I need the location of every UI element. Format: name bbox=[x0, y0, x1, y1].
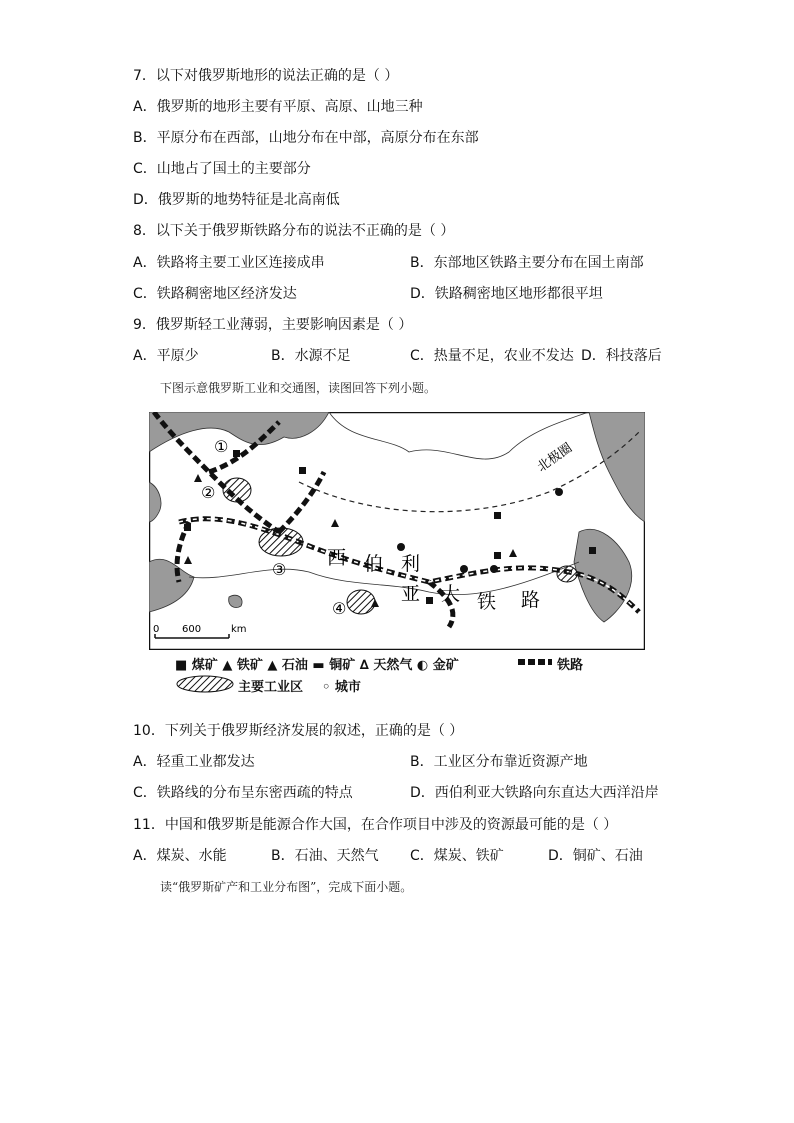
q8-option-a: A．铁路将主要工业区连接成串 bbox=[133, 255, 325, 271]
q11-option-d: D．铜矿、石油 bbox=[548, 848, 643, 864]
q11-option-c: C．煤炭、铁矿 bbox=[410, 848, 504, 864]
q10-stem: 10．下列关于俄罗斯经济发展的叙述，正确的是（ ） bbox=[133, 723, 464, 739]
map-legend-line1: ■ 煤矿 ▲ 铁矿 ▲ 石油 ▬ 铜矿 ∆ 天然气 ◐ 金矿 bbox=[175, 658, 459, 673]
q9-option-a: A．平原少 bbox=[133, 348, 199, 364]
scale-zero: 0 bbox=[153, 624, 160, 635]
legend-city: ◦ 城市 bbox=[322, 680, 361, 695]
railway-name-char-5: 大 bbox=[441, 583, 461, 605]
railway-name-char-7: 路 bbox=[521, 589, 541, 611]
arctic-circle-label: 北极圈 bbox=[534, 440, 576, 476]
q7-stem: 7．以下对俄罗斯地形的说法正确的是（ ） bbox=[133, 68, 399, 84]
railway-name-char-6: 铁 bbox=[477, 591, 497, 613]
q11-option-a: A．煤炭、水能 bbox=[133, 848, 227, 864]
q11-option-b: B．石油、天然气 bbox=[271, 848, 379, 864]
map-label-3: ③ bbox=[272, 560, 287, 579]
q10-option-d: D．西伯利亚大铁路向东直达大西洋沿岸 bbox=[410, 785, 659, 801]
q10-option-a: A．轻重工业都发达 bbox=[133, 754, 255, 770]
legend-railway: 铁路 bbox=[557, 658, 584, 673]
scale-unit: km bbox=[231, 624, 247, 635]
q9-stem: 9．俄罗斯轻工业薄弱，主要影响因素是（ ） bbox=[133, 317, 413, 333]
q9-option-d: D．科技落后 bbox=[581, 348, 662, 364]
russia-industry-transport-map bbox=[149, 412, 645, 650]
map-label-1: ① bbox=[214, 437, 229, 456]
map-label-2: ② bbox=[201, 483, 216, 502]
railway-name-char-1: 西 bbox=[327, 547, 347, 569]
q11-stem: 11．中国和俄罗斯是能源合作大国，在合作项目中涉及的资源最可能的是（ ） bbox=[133, 817, 618, 833]
map-label-4: ④ bbox=[332, 599, 347, 618]
q9-option-c: C．热量不足，农业不发达 bbox=[410, 348, 574, 364]
scale-600: 600 bbox=[182, 624, 202, 635]
map-caption-2: 读“俄罗斯矿产和工业分布图”，完成下面小题。 bbox=[160, 880, 413, 894]
railway-name-char-2: 伯 bbox=[364, 553, 384, 575]
railway-name-char-3: 利 bbox=[401, 553, 421, 575]
q7-option-d: D．俄罗斯的地势特征是北高南低 bbox=[133, 192, 340, 208]
q8-option-c: C．铁路稠密地区经济发达 bbox=[133, 286, 297, 302]
q7-option-c: C．山地占了国土的主要部分 bbox=[133, 161, 311, 177]
q8-option-b: B．东部地区铁路主要分布在国土南部 bbox=[410, 255, 644, 271]
industrial-area-legend-icon bbox=[175, 675, 235, 693]
map-caption: 下图示意俄罗斯工业和交通图，读图回答下列小题。 bbox=[160, 381, 437, 395]
q7-option-b: B．平原分布在西部，山地分布在中部，高原分布在东部 bbox=[133, 130, 479, 146]
legend-industrial-area: 主要工业区 bbox=[238, 680, 304, 695]
q8-option-d: D．铁路稠密地区地形都很平坦 bbox=[410, 286, 603, 302]
railway-legend-icon bbox=[516, 654, 554, 670]
railway-name-char-4: 亚 bbox=[401, 583, 421, 605]
q10-option-b: B．工业区分布靠近资源产地 bbox=[410, 754, 588, 770]
q10-option-c: C．铁路线的分布呈东密西疏的特点 bbox=[133, 785, 353, 801]
q7-option-a: A．俄罗斯的地形主要有平原、高原、山地三种 bbox=[133, 99, 423, 115]
q8-stem: 8．以下关于俄罗斯铁路分布的说法不正确的是（ ） bbox=[133, 223, 455, 239]
q9-option-b: B．水源不足 bbox=[271, 348, 351, 364]
